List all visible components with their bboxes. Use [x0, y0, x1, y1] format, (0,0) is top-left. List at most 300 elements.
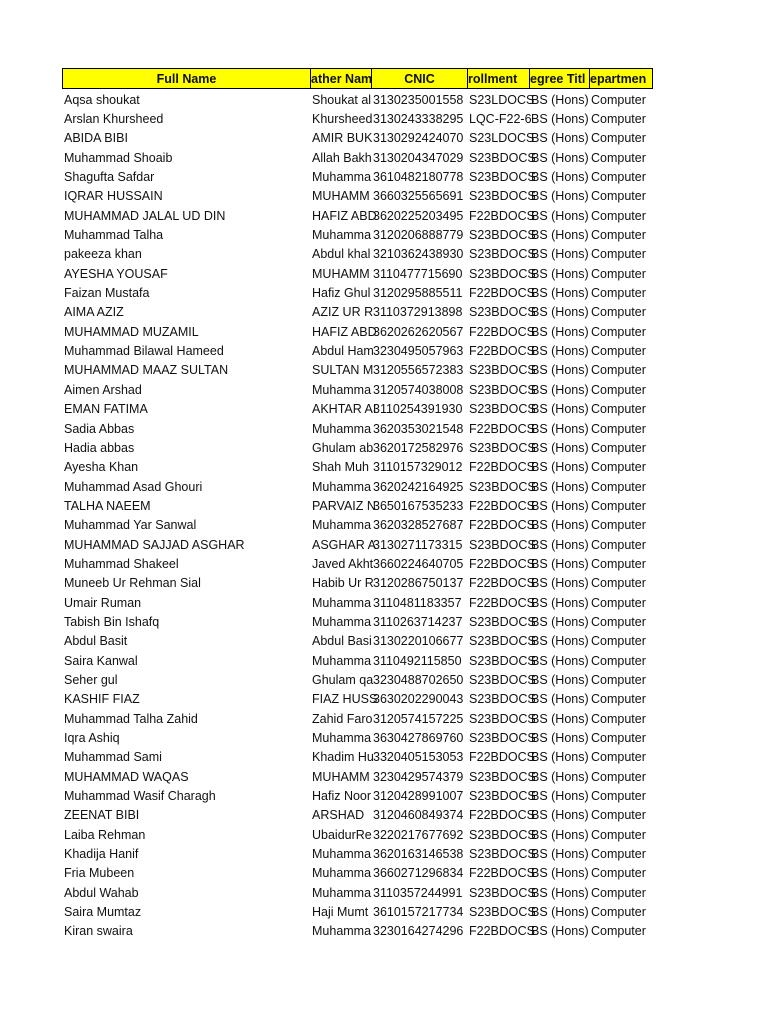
- degree-title-cell[interactable]: BS (Hons): [531, 556, 589, 571]
- cnic-cell[interactable]: 3620163146538: [373, 847, 464, 862]
- cnic-cell[interactable]: 3230495057963: [373, 344, 464, 359]
- father-name-cell[interactable]: ASGHAR A: [312, 537, 376, 552]
- degree-title-cell[interactable]: BS (Hons): [531, 827, 589, 842]
- table-row: [62, 670, 653, 689]
- father-name-cell[interactable]: UbaidurRe: [312, 827, 372, 842]
- degree-title-cell[interactable]: BS (Hons): [531, 537, 589, 552]
- degree-title-cell[interactable]: BS (Hons): [531, 266, 589, 281]
- department-cell[interactable]: Computer: [591, 402, 646, 417]
- father-name-cell[interactable]: Muhamma: [312, 228, 372, 243]
- cnic-cell[interactable]: 3110481183357: [373, 595, 462, 610]
- degree-title-cell[interactable]: BS (Hons): [531, 402, 589, 417]
- enrollment-cell[interactable]: F22BDOCS: [469, 808, 535, 823]
- degree-title-cell[interactable]: BS (Hons): [531, 595, 589, 610]
- father-name-cell[interactable]: Muhamma: [312, 924, 372, 939]
- table-row: [62, 438, 653, 457]
- department-cell[interactable]: Computer: [591, 131, 646, 146]
- degree-title-cell[interactable]: BS (Hons): [531, 286, 589, 301]
- degree-title-cell[interactable]: BS (Hons): [531, 344, 589, 359]
- father-name-cell[interactable]: Hafiz Ghul: [312, 286, 371, 301]
- full-name-cell[interactable]: AIMA AZIZ: [64, 305, 124, 320]
- degree-title-cell[interactable]: BS (Hons): [531, 479, 589, 494]
- degree-title-cell[interactable]: BS (Hons): [531, 653, 589, 668]
- table-row: [62, 883, 653, 902]
- enrollment-cell[interactable]: S23BDOCS: [469, 653, 536, 668]
- department-cell[interactable]: Computer: [591, 808, 646, 823]
- table-row: [62, 651, 653, 670]
- enrollment-cell[interactable]: F22BDOCS: [469, 324, 535, 339]
- table-row: [62, 129, 653, 148]
- table-header-row: [62, 68, 653, 89]
- degree-title-cell[interactable]: BS (Hons): [531, 750, 589, 765]
- department-cell[interactable]: Computer: [591, 556, 646, 571]
- cnic-cell[interactable]: 3110372913898: [373, 305, 463, 320]
- cnic-cell[interactable]: 3620328527687: [373, 518, 464, 533]
- cnic-cell[interactable]: 3220217677692: [373, 827, 464, 842]
- enrollment-cell[interactable]: F22BDOCS: [469, 498, 535, 513]
- enrollment-cell[interactable]: F22BDOCS: [469, 344, 535, 359]
- full-name-cell[interactable]: AYESHA YOUSAF: [64, 266, 168, 281]
- department-cell[interactable]: Computer: [591, 305, 646, 320]
- full-name-cell[interactable]: Muneeb Ur Rehman Sial: [64, 576, 201, 591]
- degree-title-cell[interactable]: BS (Hons): [531, 692, 589, 707]
- enrollment-cell[interactable]: S23BDOCS: [469, 247, 536, 262]
- cnic-cell[interactable]: 3120206888779: [373, 228, 464, 243]
- enrollment-cell[interactable]: S23LDOCS: [469, 92, 535, 107]
- full-name-cell[interactable]: MUHAMMAD WAQAS: [64, 769, 189, 784]
- father-name-cell[interactable]: MUHAMM: [312, 189, 370, 204]
- department-cell[interactable]: Computer: [591, 266, 646, 281]
- enrollment-cell[interactable]: S23BDOCS: [469, 266, 536, 281]
- department-cell[interactable]: Computer: [591, 672, 646, 687]
- father-name-cell[interactable]: Muhamma: [312, 847, 372, 862]
- table-row: [62, 245, 653, 264]
- full-name-cell[interactable]: EMAN FATIMA: [64, 402, 148, 417]
- degree-title-cell[interactable]: BS (Hons): [531, 731, 589, 746]
- full-name-cell[interactable]: Hadia abbas: [64, 440, 135, 455]
- father-name-cell[interactable]: Shoukat al: [312, 92, 372, 107]
- degree-title-cell[interactable]: BS (Hons): [531, 518, 589, 533]
- father-name-cell[interactable]: Abdul Ham: [312, 344, 374, 359]
- department-cell[interactable]: Computer: [591, 692, 646, 707]
- enrollment-cell[interactable]: F22BDOCS: [469, 421, 535, 436]
- table-row: [62, 167, 653, 186]
- cnic-cell[interactable]: 3650167535233: [373, 498, 464, 513]
- degree-title-cell[interactable]: BS (Hons): [531, 382, 589, 397]
- degree-title-cell[interactable]: BS (Hons): [531, 440, 589, 455]
- table-row: [62, 748, 653, 767]
- father-name-cell[interactable]: AMIR BUK: [312, 131, 373, 146]
- table-row: [62, 593, 653, 612]
- full-name-cell[interactable]: Laiba Rehman: [64, 827, 146, 842]
- department-cell[interactable]: Computer: [591, 731, 646, 746]
- department-cell[interactable]: Computer: [591, 189, 646, 204]
- cnic-cell[interactable]: 3120460849374: [373, 808, 464, 823]
- department-cell[interactable]: Computer: [591, 576, 646, 591]
- cnic-cell[interactable]: 3120574157225: [373, 711, 464, 726]
- father-name-cell[interactable]: Muhamma: [312, 731, 372, 746]
- department-cell[interactable]: Computer: [591, 92, 646, 107]
- enrollment-cell[interactable]: S23BDOCS: [469, 189, 536, 204]
- department-cell[interactable]: Computer: [591, 905, 646, 920]
- department-cell[interactable]: Computer: [591, 440, 646, 455]
- father-name-cell[interactable]: Abdul Basi: [312, 634, 372, 649]
- father-name-cell[interactable]: ARSHAD: [312, 808, 365, 823]
- full-name-cell[interactable]: Muhammad Talha Zahid: [64, 711, 198, 726]
- father-name-cell[interactable]: FIAZ HUSS: [312, 692, 378, 707]
- full-name-cell[interactable]: Seher gul: [64, 672, 118, 687]
- degree-title-cell[interactable]: BS (Hons): [531, 189, 589, 204]
- enrollment-cell[interactable]: LQC-F22-6: [469, 112, 532, 127]
- header-full-name[interactable]: Full Name: [63, 69, 311, 88]
- enrollment-cell[interactable]: F22BDOCS: [469, 576, 535, 591]
- department-cell[interactable]: Computer: [591, 866, 646, 881]
- department-cell[interactable]: Computer: [591, 827, 646, 842]
- enrollment-cell[interactable]: F22BDOCS: [469, 595, 535, 610]
- full-name-cell[interactable]: Faizan Mustafa: [64, 286, 150, 301]
- cnic-cell[interactable]: 3620225203495: [373, 208, 464, 223]
- full-name-cell[interactable]: Muhammad Yar Sanwal: [64, 518, 197, 533]
- full-name-cell[interactable]: Aqsa shoukat: [64, 92, 140, 107]
- cnic-cell[interactable]: 3120556572383: [373, 363, 464, 378]
- department-cell[interactable]: Computer: [591, 924, 646, 939]
- full-name-cell[interactable]: TALHA NAEEM: [64, 498, 151, 513]
- enrollment-cell[interactable]: S23BDOCS: [469, 363, 536, 378]
- department-cell[interactable]: Computer: [591, 595, 646, 610]
- degree-title-cell[interactable]: BS (Hons): [531, 847, 589, 862]
- full-name-cell[interactable]: Muhammad Asad Ghouri: [64, 479, 203, 494]
- degree-title-cell[interactable]: BS (Hons): [531, 614, 589, 629]
- enrollment-cell[interactable]: S23BDOCS: [469, 905, 536, 920]
- full-name-cell[interactable]: Muhammad Wasif Charagh: [64, 789, 216, 804]
- department-cell[interactable]: Computer: [591, 769, 646, 784]
- full-name-cell[interactable]: Arslan Khursheed: [64, 112, 164, 127]
- enrollment-cell[interactable]: F22BDOCS: [469, 518, 535, 533]
- cnic-cell[interactable]: 3130271173315: [373, 537, 463, 552]
- full-name-cell[interactable]: Muhammad Sami: [64, 750, 162, 765]
- department-cell[interactable]: Computer: [591, 286, 646, 301]
- father-name-cell[interactable]: Ghulam ab: [312, 440, 374, 455]
- cnic-cell[interactable]: 3110357244991: [373, 885, 463, 900]
- degree-title-cell[interactable]: BS (Hons): [531, 92, 589, 107]
- full-name-cell[interactable]: MUHAMMAD MUZAMIL: [64, 324, 199, 339]
- full-name-cell[interactable]: pakeeza khan: [64, 247, 142, 262]
- table-row: [62, 90, 653, 109]
- father-name-cell[interactable]: Ghulam qa: [312, 672, 374, 687]
- table-row: [62, 632, 653, 651]
- department-cell[interactable]: Computer: [591, 634, 646, 649]
- cnic-cell[interactable]: 3660224640705: [373, 556, 464, 571]
- degree-title-cell[interactable]: BS (Hons): [531, 769, 589, 784]
- degree-title-cell[interactable]: BS (Hons): [531, 885, 589, 900]
- full-name-cell[interactable]: ZEENAT BIBI: [64, 808, 140, 823]
- department-cell[interactable]: Computer: [591, 847, 646, 862]
- department-cell[interactable]: Computer: [591, 382, 646, 397]
- father-name-cell[interactable]: Khadim Hu: [312, 750, 374, 765]
- father-name-cell[interactable]: Javed Akht: [312, 556, 374, 571]
- father-name-cell[interactable]: Hafiz Noor: [312, 789, 372, 804]
- cnic-cell[interactable]: 3130243338295: [373, 112, 464, 127]
- full-name-cell[interactable]: Shagufta Safdar: [64, 170, 155, 185]
- cnic-cell[interactable]: 3620262620567: [373, 324, 464, 339]
- father-name-cell[interactable]: Shah Muh: [312, 460, 369, 475]
- full-name-cell[interactable]: Abdul Basit: [64, 634, 128, 649]
- table-row: [62, 477, 653, 496]
- father-name-cell[interactable]: Abdul khal: [312, 247, 371, 262]
- enrollment-cell[interactable]: F22BDOCS: [469, 286, 535, 301]
- enrollment-cell[interactable]: S23BDOCS: [469, 711, 536, 726]
- degree-title-cell[interactable]: BS (Hons): [531, 247, 589, 262]
- enrollment-cell[interactable]: S23BDOCS: [469, 305, 536, 320]
- enrollment-cell[interactable]: S23BDOCS: [469, 170, 536, 185]
- full-name-cell[interactable]: Umair Ruman: [64, 595, 142, 610]
- cnic-cell[interactable]: 3130235001558: [373, 92, 464, 107]
- department-cell[interactable]: Computer: [591, 498, 646, 513]
- full-name-cell[interactable]: ABIDA BIBI: [64, 131, 128, 146]
- student-table: [62, 68, 653, 941]
- degree-title-cell[interactable]: BS (Hons): [531, 576, 589, 591]
- cnic-cell[interactable]: 3630202290043: [373, 692, 464, 707]
- father-name-cell[interactable]: Habib Ur R: [312, 576, 374, 591]
- enrollment-cell[interactable]: S23BDOCS: [469, 479, 536, 494]
- degree-title-cell[interactable]: BS (Hons): [531, 150, 589, 165]
- department-cell[interactable]: Computer: [591, 460, 646, 475]
- father-name-cell[interactable]: MUHAMM: [312, 769, 370, 784]
- department-cell[interactable]: Computer: [591, 711, 646, 726]
- cnic-cell[interactable]: 3130220106677: [373, 634, 464, 649]
- degree-title-cell[interactable]: BS (Hons): [531, 131, 589, 146]
- table-row: [62, 341, 653, 360]
- enrollment-cell[interactable]: S23BDOCS: [469, 228, 536, 243]
- full-name-cell[interactable]: Muhammad Talha: [64, 228, 164, 243]
- cnic-cell[interactable]: 3130292424070: [373, 131, 464, 146]
- full-name-cell[interactable]: Muhammad Bilawal Hameed: [64, 344, 224, 359]
- department-cell[interactable]: Computer: [591, 324, 646, 339]
- full-name-cell[interactable]: Fria Mubeen: [64, 866, 135, 881]
- table-row: [62, 496, 653, 515]
- cnic-cell[interactable]: 3230429574379: [373, 769, 464, 784]
- father-name-cell[interactable]: Muhamma: [312, 614, 372, 629]
- cnic-cell[interactable]: 3620242164925: [373, 479, 464, 494]
- table-row: [62, 380, 653, 399]
- enrollment-cell[interactable]: S23BDOCS: [469, 402, 536, 417]
- department-cell[interactable]: Computer: [591, 208, 646, 223]
- table-row: [62, 864, 653, 883]
- department-cell[interactable]: Computer: [591, 363, 646, 378]
- father-name-cell[interactable]: PARVAIZ N: [312, 498, 376, 513]
- degree-title-cell[interactable]: BS (Hons): [531, 363, 589, 378]
- father-name-cell[interactable]: HAFIZ ABD: [312, 324, 377, 339]
- enrollment-cell[interactable]: S23BDOCS: [469, 382, 536, 397]
- table-row: [62, 922, 653, 941]
- cnic-cell[interactable]: 3660325565691: [373, 189, 464, 204]
- enrollment-cell[interactable]: F22BDOCS: [469, 924, 535, 939]
- degree-title-cell[interactable]: BS (Hons): [531, 634, 589, 649]
- degree-title-cell[interactable]: BS (Hons): [531, 460, 589, 475]
- department-cell[interactable]: Computer: [591, 885, 646, 900]
- cnic-cell[interactable]: 3610482180778: [373, 170, 464, 185]
- department-cell[interactable]: Computer: [591, 518, 646, 533]
- table-row: [62, 283, 653, 302]
- father-name-cell[interactable]: Muhamma: [312, 382, 372, 397]
- department-cell[interactable]: Computer: [591, 247, 646, 262]
- father-name-cell[interactable]: Muhamma: [312, 421, 372, 436]
- table-row: [62, 303, 653, 322]
- cnic-cell[interactable]: 3120286750137: [373, 576, 464, 591]
- full-name-cell[interactable]: Muhammad Shoaib: [64, 150, 173, 165]
- cnic-cell[interactable]: 3120295885511: [373, 286, 463, 301]
- enrollment-cell[interactable]: S23BDOCS: [469, 769, 536, 784]
- degree-title-cell[interactable]: BS (Hons): [531, 789, 589, 804]
- full-name-cell[interactable]: MUHAMMAD MAAZ SULTAN: [64, 363, 229, 378]
- father-name-cell[interactable]: Zahid Faro: [312, 711, 373, 726]
- degree-title-cell[interactable]: BS (Hons): [531, 324, 589, 339]
- father-name-cell[interactable]: Muhamma: [312, 170, 372, 185]
- father-name-cell[interactable]: Muhamma: [312, 653, 372, 668]
- father-name-cell[interactable]: Muhamma: [312, 595, 372, 610]
- full-name-cell[interactable]: Tabish Bin Ishafq: [64, 614, 160, 629]
- cnic-cell[interactable]: 3120574038008: [373, 382, 464, 397]
- header-degree-title[interactable]: egree Titl: [530, 69, 590, 88]
- table-row: [62, 844, 653, 863]
- cnic-cell[interactable]: 3630427869760: [373, 731, 464, 746]
- table-row: [62, 825, 653, 844]
- enrollment-cell[interactable]: S23BDOCS: [469, 672, 536, 687]
- father-name-cell[interactable]: Muhamma: [312, 885, 372, 900]
- father-name-cell[interactable]: MUHAMM: [312, 266, 370, 281]
- enrollment-cell[interactable]: S23BDOCS: [469, 150, 536, 165]
- father-name-cell[interactable]: HAFIZ ABD: [312, 208, 377, 223]
- enrollment-cell[interactable]: S23BDOCS: [469, 847, 536, 862]
- full-name-cell[interactable]: Saira Mumtaz: [64, 905, 142, 920]
- full-name-cell[interactable]: KASHIF FIAZ: [64, 692, 140, 707]
- enrollment-cell[interactable]: S23BDOCS: [469, 614, 536, 629]
- father-name-cell[interactable]: Muhamma: [312, 518, 372, 533]
- full-name-cell[interactable]: IQRAR HUSSAIN: [64, 189, 163, 204]
- degree-title-cell[interactable]: BS (Hons): [531, 866, 589, 881]
- cnic-cell[interactable]: 3620172582976: [373, 440, 464, 455]
- department-cell[interactable]: Computer: [591, 150, 646, 165]
- header-enrollment[interactable]: rollment: [468, 69, 530, 88]
- department-cell[interactable]: Computer: [591, 112, 646, 127]
- cnic-cell[interactable]: 3210362438930: [373, 247, 464, 262]
- full-name-cell[interactable]: Khadija Hanif: [64, 847, 139, 862]
- full-name-cell[interactable]: Sadia Abbas: [64, 421, 135, 436]
- father-name-cell[interactable]: Muhamma: [312, 479, 372, 494]
- father-name-cell[interactable]: Allah Bakh: [312, 150, 372, 165]
- enrollment-cell[interactable]: F22BDOCS: [469, 460, 535, 475]
- cnic-cell[interactable]: 3130204347029: [373, 150, 464, 165]
- degree-title-cell[interactable]: BS (Hons): [531, 112, 589, 127]
- enrollment-cell[interactable]: S23BDOCS: [469, 885, 536, 900]
- department-cell[interactable]: Computer: [591, 653, 646, 668]
- degree-title-cell[interactable]: BS (Hons): [531, 228, 589, 243]
- full-name-cell[interactable]: Iqra Ashiq: [64, 731, 120, 746]
- header-father-name[interactable]: ather Nam: [311, 69, 372, 88]
- full-name-cell[interactable]: Abdul Wahab: [64, 885, 139, 900]
- degree-title-cell[interactable]: BS (Hons): [531, 498, 589, 513]
- enrollment-cell[interactable]: S23BDOCS: [469, 634, 536, 649]
- full-name-cell[interactable]: MUHAMMAD SAJJAD ASGHAR: [64, 537, 245, 552]
- enrollment-cell[interactable]: F22BDOCS: [469, 208, 535, 223]
- father-name-cell[interactable]: AZIZ UR R: [312, 305, 374, 320]
- table-row: [62, 148, 653, 167]
- enrollment-cell[interactable]: S23LDOCS: [469, 131, 535, 146]
- cnic-cell[interactable]: 3110157329012: [373, 460, 463, 475]
- father-name-cell[interactable]: AKHTAR AI: [312, 402, 377, 417]
- degree-title-cell[interactable]: BS (Hons): [531, 672, 589, 687]
- degree-title-cell[interactable]: BS (Hons): [531, 924, 589, 939]
- table-row: [62, 612, 653, 631]
- full-name-cell[interactable]: Kiran swaira: [64, 924, 133, 939]
- cnic-cell[interactable]: 3660271296834: [373, 866, 464, 881]
- father-name-cell[interactable]: SULTAN M: [312, 363, 374, 378]
- full-name-cell[interactable]: MUHAMMAD JALAL UD DIN: [64, 208, 226, 223]
- full-name-cell[interactable]: Ayesha Khan: [64, 460, 139, 475]
- enrollment-cell[interactable]: S23BDOCS: [469, 731, 536, 746]
- enrollment-cell[interactable]: F22BDOCS: [469, 866, 535, 881]
- cnic-cell[interactable]: 3230164274296: [373, 924, 464, 939]
- father-name-cell[interactable]: Khursheed: [312, 112, 373, 127]
- department-cell[interactable]: Computer: [591, 479, 646, 494]
- cnic-cell[interactable]: 3110254391930: [373, 402, 463, 417]
- degree-title-cell[interactable]: BS (Hons): [531, 170, 589, 185]
- father-name-cell[interactable]: Haji Mumt: [312, 905, 369, 920]
- department-cell[interactable]: Computer: [591, 170, 646, 185]
- header-cnic[interactable]: CNIC: [372, 69, 468, 88]
- header-department[interactable]: epartmen: [590, 71, 647, 86]
- table-row: [62, 767, 653, 786]
- degree-title-cell[interactable]: BS (Hons): [531, 711, 589, 726]
- enrollment-cell[interactable]: S23BDOCS: [469, 827, 536, 842]
- enrollment-cell[interactable]: S23BDOCS: [469, 692, 536, 707]
- table-row: [62, 400, 653, 419]
- degree-title-cell[interactable]: BS (Hons): [531, 905, 589, 920]
- degree-title-cell[interactable]: BS (Hons): [531, 208, 589, 223]
- cnic-cell[interactable]: 3610157217734: [373, 905, 464, 920]
- department-cell[interactable]: Computer: [591, 750, 646, 765]
- degree-title-cell[interactable]: BS (Hons): [531, 305, 589, 320]
- cnic-cell[interactable]: 3120428991007: [373, 789, 464, 804]
- cnic-cell[interactable]: 3110477715690: [373, 266, 463, 281]
- enrollment-cell[interactable]: F22BDOCS: [469, 556, 535, 571]
- enrollment-cell[interactable]: S23BDOCS: [469, 440, 536, 455]
- department-cell[interactable]: Computer: [591, 344, 646, 359]
- department-cell[interactable]: Computer: [591, 789, 646, 804]
- enrollment-cell[interactable]: S23BDOCS: [469, 537, 536, 552]
- full-name-cell[interactable]: Muhammad Shakeel: [64, 556, 179, 571]
- enrollment-cell[interactable]: F22BDOCS: [469, 750, 535, 765]
- full-name-cell[interactable]: Saira Kanwal: [64, 653, 138, 668]
- degree-title-cell[interactable]: BS (Hons): [531, 421, 589, 436]
- table-row: [62, 902, 653, 921]
- department-cell[interactable]: Computer: [591, 228, 646, 243]
- cnic-cell[interactable]: 3110263714237: [373, 614, 463, 629]
- department-cell[interactable]: Computer: [591, 421, 646, 436]
- department-cell[interactable]: Computer: [591, 537, 646, 552]
- father-name-cell[interactable]: Muhamma: [312, 866, 372, 881]
- degree-title-cell[interactable]: BS (Hons): [531, 808, 589, 823]
- cnic-cell[interactable]: 3230488702650: [373, 672, 464, 687]
- cnic-cell[interactable]: 3320405153053: [373, 750, 464, 765]
- department-cell[interactable]: Computer: [591, 614, 646, 629]
- table-row: [62, 728, 653, 747]
- table-row: [62, 322, 653, 341]
- full-name-cell[interactable]: Aimen Arshad: [64, 382, 142, 397]
- enrollment-cell[interactable]: S23BDOCS: [469, 789, 536, 804]
- cnic-cell[interactable]: 3110492115850: [373, 653, 462, 668]
- cnic-cell[interactable]: 3620353021548: [373, 421, 464, 436]
